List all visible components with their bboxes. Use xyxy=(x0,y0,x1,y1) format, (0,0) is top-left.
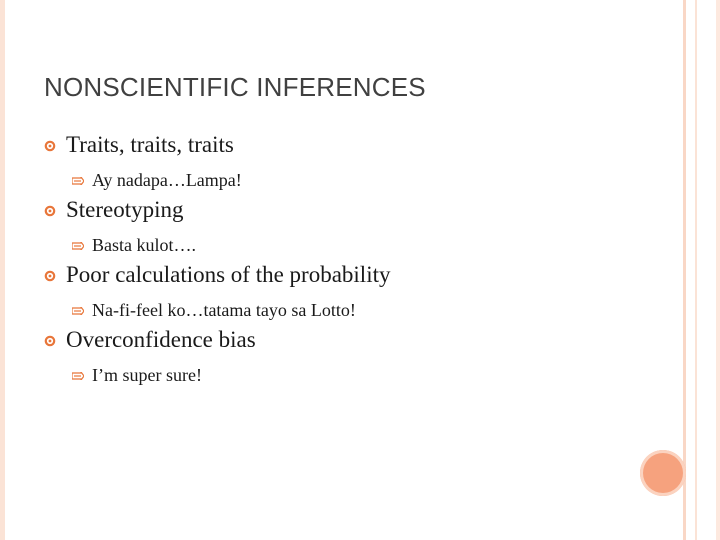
sub-bullet-label: Na-fi-feel ko…tatama tayo sa Lotto! xyxy=(92,300,356,320)
gear-bullet-icon xyxy=(44,335,56,347)
arrow-bullet-icon xyxy=(72,242,84,250)
bullet-item xyxy=(44,132,234,158)
bullet-item xyxy=(44,197,184,223)
arrow-bullet-icon xyxy=(72,307,84,315)
bullet-item xyxy=(44,327,256,353)
bullet-label: Traits, traits, traits xyxy=(66,132,234,157)
frame-left-border xyxy=(0,0,5,540)
gear-bullet-icon xyxy=(44,205,56,217)
bullet-label: Overconfidence bias xyxy=(66,327,256,352)
gear-bullet-icon xyxy=(44,270,56,282)
bullet-label: Poor calculations of the probability xyxy=(66,262,391,287)
bullet-label: Stereotyping xyxy=(66,197,184,222)
sub-bullet-label: Basta kulot…. xyxy=(92,235,196,255)
sub-bullet-label: I’m super sure! xyxy=(92,365,202,385)
frame-right-inner-border xyxy=(683,0,686,540)
bullet-item xyxy=(44,262,390,288)
frame-right-outer-border xyxy=(695,0,697,540)
frame-right-edge-border xyxy=(716,0,720,540)
sub-bullet-label: Ay nadapa…Lampa! xyxy=(92,170,242,190)
sub-bullet-item xyxy=(72,300,356,321)
sub-bullet-item xyxy=(72,365,202,386)
sub-bullet-item xyxy=(72,170,242,191)
arrow-bullet-icon xyxy=(72,372,84,380)
slide-title: NONSCIENTIFIC INFERENCES xyxy=(44,72,426,102)
gear-bullet-icon xyxy=(44,140,56,152)
decorative-circle xyxy=(640,450,686,496)
arrow-bullet-icon xyxy=(72,177,84,185)
sub-bullet-item xyxy=(72,235,196,256)
